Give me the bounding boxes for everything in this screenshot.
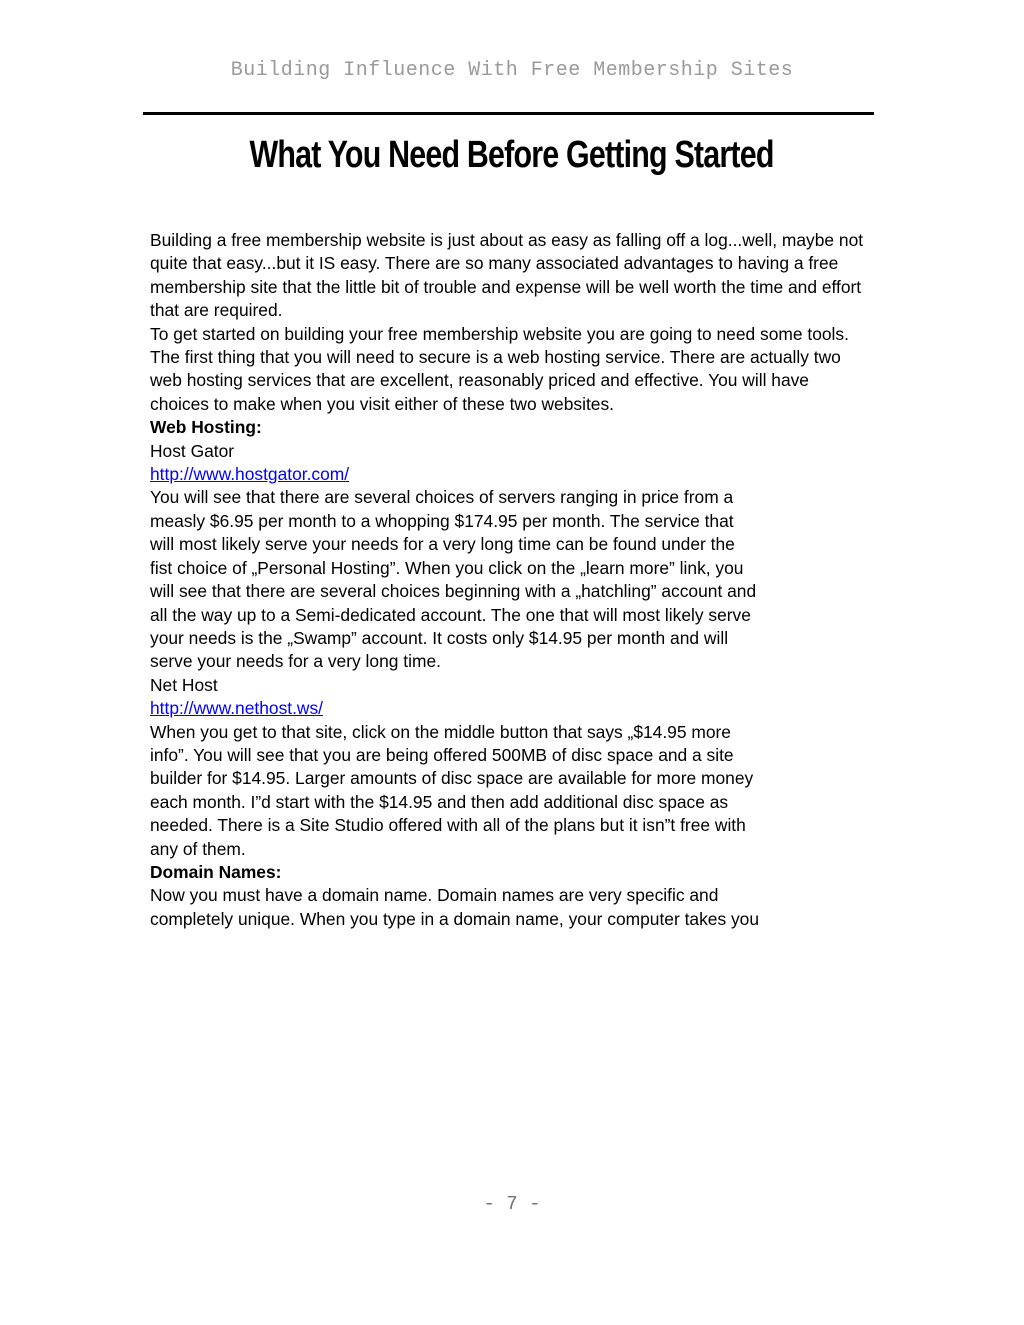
nethost-name: Net Host <box>150 674 218 695</box>
running-header: Building Influence With Free Membership Sites <box>230 59 794 82</box>
section-heading-web-hosting: Web Hosting: <box>150 417 262 438</box>
hostgator-link[interactable]: http://www.hostgator.com/ <box>150 464 350 485</box>
page-title <box>0 134 1024 177</box>
nethost-description: When you get to that site, click on the middle button that says „$14.95 more info”. You will see that you are being offered 500MB of disc space and a site builder for $14.95. Larger amounts of disc space are available for more money each month. I”d start with the $14.95 and then add additional disc space as needed. There is a Site Studio offered with all of the plans but it isn”t free with any of them. <box>150 721 754 859</box>
header-divider <box>143 112 874 115</box>
hostgator-name: Host Gator <box>150 440 235 461</box>
page-title-text: What You Need Before Getting Started <box>249 134 775 176</box>
nethost-link-line <box>150 697 870 720</box>
paragraph-tools: To get started on building your free membership website you are going to need some tools. The first thing that you will need to secure is a web hosting service. There are actually two web hosting services that are excellent, reasonably priced and effective. You will have choices to make when you visit either of these two websites. <box>150 323 849 414</box>
hostgator-description: You will see that there are several choices of servers ranging in price from a measly $6.95 per month to a whopping $174.95 per month. The service that will most likely serve your needs for a very long time can be found under the fist choice of „Personal Hosting”. When you click on the „learn more” link, you will see that there are several choices beginning with a „hatchling” account and all the way up to a Semi-dedicated account. The one that will most likely serve your needs is the „Swamp” account. It costs only $14.95 per month and will serve your needs for a very long time. <box>150 487 757 672</box>
domain-names-paragraph: Now you must have a domain name. Domain names are very specific and completely unique. When you type in a domain name, your computer takes you <box>150 885 760 929</box>
page-number: - 7 - <box>483 1193 541 1215</box>
nethost-link[interactable]: http://www.nethost.ws/ <box>150 698 324 719</box>
hostgator-link-line <box>150 463 870 486</box>
document-body <box>150 229 870 931</box>
section-heading-domain-names: Domain Names: <box>150 861 282 882</box>
paragraph-intro: Building a free membership website is just about as easy as falling off a log...well, maybe not quite that easy...but it IS easy. There are so many associated advantages to having a free membership site that the little bit of trouble and expense will be well worth the time and effort that are required. <box>150 230 864 321</box>
